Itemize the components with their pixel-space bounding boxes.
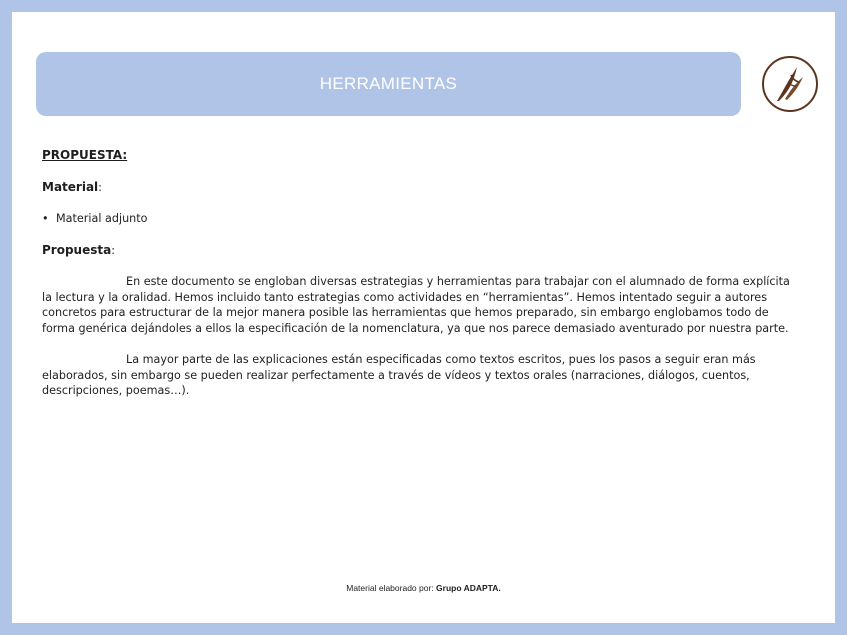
bullet-icon: •	[42, 212, 49, 225]
propuesta-colon: :	[111, 243, 115, 257]
footer-credit	[12, 583, 835, 593]
page-title: HERRAMIENTAS	[319, 74, 458, 93]
propuesta-label-row	[42, 243, 792, 259]
header-banner	[36, 52, 741, 116]
footer-prefix: Material elaborado por:	[346, 583, 437, 593]
paragraph-2: La mayor parte de las explicaciones están especificadas como textos escritos, pues los pasos a seguir eran más elaborados, sin embargo se pueden realizar perfectamente a través de vídeos y textos orales (narraciones, diálogos, cuentos, descripciones, poemas…).	[42, 353, 756, 397]
material-item: Material adjunto	[56, 212, 148, 225]
footer-author: Grupo ADAPTA.	[436, 583, 501, 593]
section-heading: PROPUESTA:	[42, 148, 128, 162]
list-item	[42, 211, 792, 227]
paragraph-1: En este documento se engloban diversas estrategias y herramientas para trabajar con el alumnado de forma explícita la lectura y la oralidad. Hemos incluido tanto estrategias como actividades en “herramientas”. Hemos intentado seguir a autores concretos para estructurar de la mejor manera posible las herramientas que hemos preparado, sin embargo englobamos todo de forma genérica dejándoles a ellos la especificación de la nomenclatura, ya que nos parece demasiado aventurado por nuestra parte.	[42, 275, 790, 335]
material-label-row	[42, 180, 792, 196]
propuesta-label: Propuesta	[42, 242, 112, 257]
document-body	[42, 148, 792, 415]
feather-brush-logo-icon	[761, 55, 819, 113]
document-page	[12, 12, 835, 623]
material-label: Material	[42, 179, 99, 194]
material-colon: :	[98, 180, 102, 194]
